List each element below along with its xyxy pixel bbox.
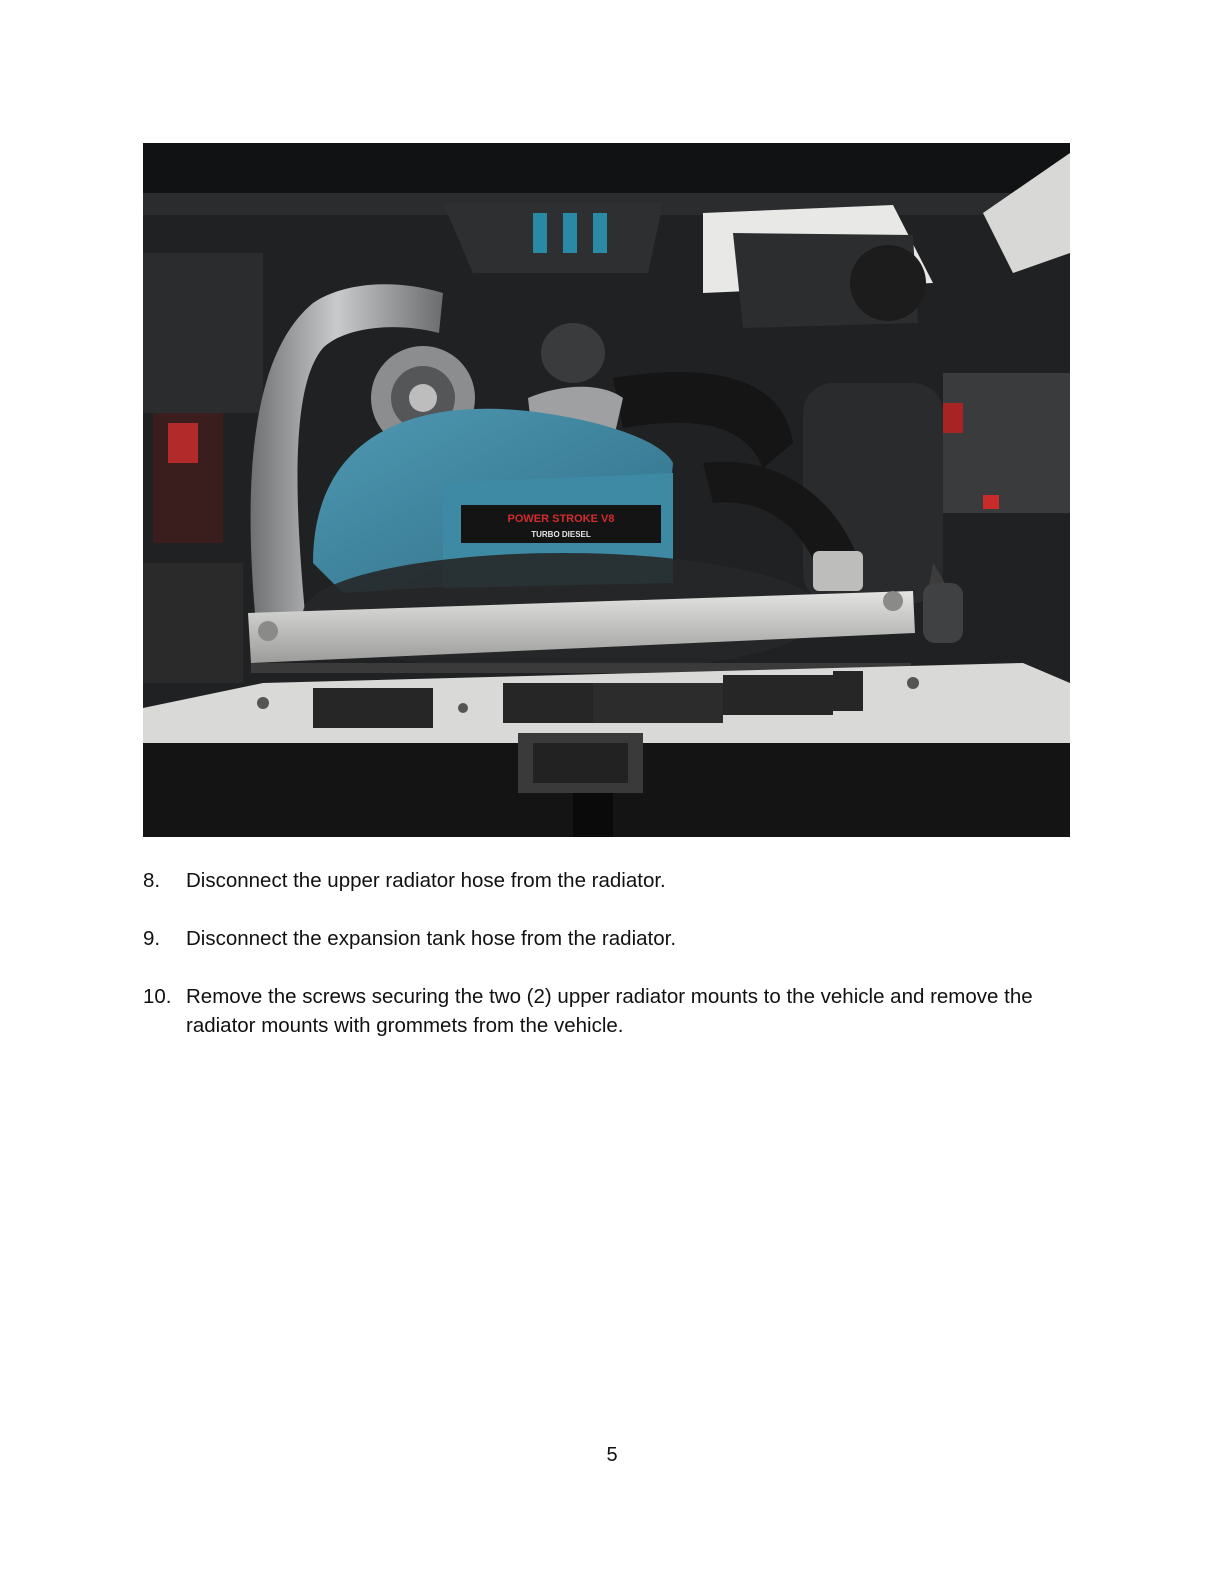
step-number: 10. [143,985,172,1008]
badge-title: POWER STROKE V8 [507,513,615,525]
step-number: 8. [143,869,161,892]
step-item [143,982,1073,1040]
step-text: Remove the screws securing the two (2) upper radiator mounts to the vehicle and remove the radiator mounts with grommets from the vehicle. [186,985,1033,1037]
step-text: Disconnect the expansion tank hose from the radiator. [186,927,677,950]
step-item [143,924,1073,953]
engine-bay-photo [143,143,1070,837]
step-text: Disconnect the upper radiator hose from the radiator. [186,869,666,892]
badge-subtitle: TURBO DIESEL [531,530,591,539]
instruction-steps [143,866,1073,1069]
step-number: 9. [143,927,161,950]
step-item [143,866,1073,895]
engine-bay-illustration [143,143,1070,837]
page-number: 5 [606,1444,618,1466]
